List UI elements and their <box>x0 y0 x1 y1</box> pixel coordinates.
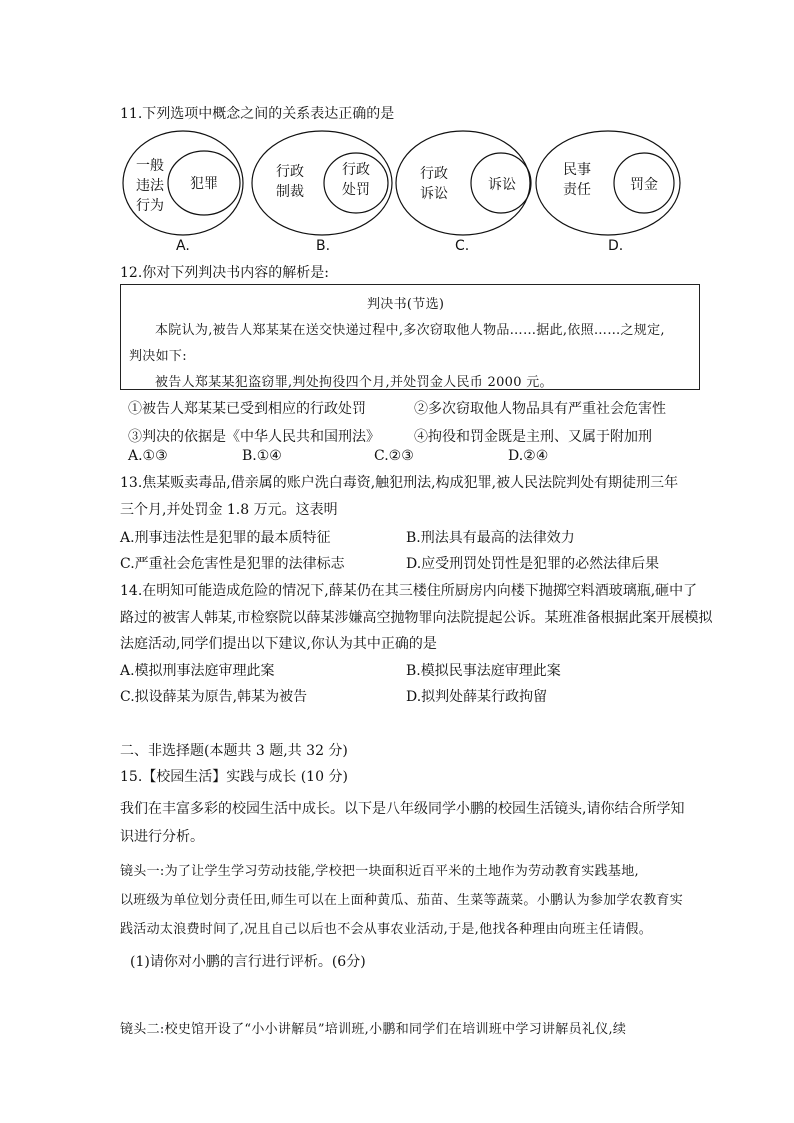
scene-1-line-2: 以班级为单位划分责任田,师生可以在上面种黄瓜、茄苗、生菜等蔬菜。小鹏认为参加学农教育实 <box>120 893 684 908</box>
option-b-letter: B. <box>316 238 331 254</box>
q14-option-d: D.拟判处薛某行政拘留 <box>406 689 548 705</box>
q13-line-1: 13.焦某贩卖毒品,借亲属的账户洗白毒资,触犯刑法,构成犯罪,被人民法院判处有期徒刑三年 <box>120 475 679 491</box>
q12-choice-d: D.②④ <box>508 448 549 464</box>
q14-line-3: 法庭活动,同学们提出以下建议,你认为其中正确的是 <box>120 636 437 652</box>
option-a-diagram <box>123 131 243 254</box>
scene-2-line-1: 镜头二:校史馆开设了“小小讲解员”培训班,小鹏和同学们在培训班中学习讲解员礼仪,续 <box>120 1022 627 1037</box>
q14-option-b: B.模拟民事法庭审理此案 <box>406 663 561 679</box>
scene-1-line-3: 践活动太浪费时间了,况且自己以后也不会从事农业活动,于是,他找各种理由向班主任请假。 <box>120 922 652 937</box>
outer-label-b-2: 制裁 <box>276 184 304 200</box>
q15-intro-line-2: 识进行分析。 <box>120 829 204 845</box>
q12-choice-c: C.②③ <box>374 448 414 464</box>
inner-label-c: 诉讼 <box>488 177 516 193</box>
q14-line-2: 路过的被害人韩某,市检察院以薛某涉嫌高空抛物罪向法院提起公诉。某班准备根据此案开展模拟 <box>120 610 713 626</box>
q13-option-b: B.刑法具有最高的法律效力 <box>406 530 575 546</box>
outer-label-c-1: 行政 <box>420 166 448 182</box>
scene-1-line-1: 镜头一:为了让学生学习劳动技能,学校把一块面积近百平米的土地作为劳动教育实践基地, <box>120 864 639 879</box>
concept-circles <box>118 128 698 258</box>
outer-label-a-2: 违法 <box>136 178 164 194</box>
option-d-diagram <box>536 131 680 254</box>
q11-stem: 11.下列选项中概念之间的关系表达正确的是 <box>120 106 395 122</box>
q14-line-1: 14.在明知可能造成危险的情况下,薛某仍在其三楼住所厨房内向楼下抛掷空料酒玻璃瓶,砸中了 <box>120 583 698 599</box>
q11-diagram <box>118 128 698 258</box>
option-d-letter: D. <box>608 238 624 254</box>
q13-line-2: 三个月,并处罚金 1.8 万元。这表明 <box>120 502 338 518</box>
inner-label-b-1: 行政 <box>342 162 370 178</box>
q14-option-c: C.拟设薛某为原告,韩某为被告 <box>120 689 308 705</box>
inner-label-b-2: 处罚 <box>342 182 370 198</box>
outer-circle-d <box>536 131 680 235</box>
option-a-letter: A. <box>176 238 190 254</box>
q15-intro-line-1: 我们在丰富多彩的校园生活中成长。以下是八年级同学小鹏的校园生活镜头,请你结合所学知 <box>120 801 685 817</box>
q12-item-2: ②多次窃取他人物品具有严重社会危害性 <box>414 401 666 417</box>
judgment-excerpt-box <box>120 284 700 390</box>
outer-circle-b <box>252 131 392 235</box>
outer-label-b-1: 行政 <box>276 164 304 180</box>
judgment-line-3: 被告人郑某某犯盗窃罪,判处拘役四个月,并处罚金人民币 2000 元。 <box>155 375 553 390</box>
inner-label-d: 罚金 <box>630 177 658 193</box>
q15-sub-question-1: (1)请你对小鹏的言行进行评析。(6分) <box>130 954 366 970</box>
q12-item-3: ③判决的依据是《中华人民共和国刑法》 <box>128 429 380 445</box>
q14-option-a: A.模拟刑事法庭审理此案 <box>120 663 275 679</box>
q12-stem: 12.你对下列判决书内容的解析是: <box>120 265 329 281</box>
option-b-diagram <box>252 131 392 254</box>
judgment-line-1: 本院认为,被告人郑某某在送交快递过程中,多次窃取他人物品……据此,依照……之规定, <box>155 323 665 338</box>
outer-label-a-1: 一般 <box>136 158 164 174</box>
outer-label-d-2: 责任 <box>563 182 591 198</box>
q12-item-4: ④拘役和罚金既是主刑、又属于附加刑 <box>414 429 652 445</box>
outer-label-c-2: 诉讼 <box>420 186 448 202</box>
q15-title: 15.【校园生活】实践与成长 (10 分) <box>120 769 348 785</box>
inner-label-a: 犯罪 <box>190 176 218 192</box>
judgment-title: 判决书(节选) <box>367 297 445 312</box>
outer-label-d-1: 民事 <box>563 162 591 178</box>
q12-item-1: ①被告人郑某某已受到相应的行政处罚 <box>128 401 366 417</box>
q13-option-d: D.应受刑罚处罚性是犯罪的必然法律后果 <box>406 556 660 572</box>
q12-choice-b: B.①④ <box>242 448 282 464</box>
option-c-diagram <box>396 131 531 254</box>
section-2-title: 二、非选择题(本题共 3 题,共 32 分) <box>120 743 348 759</box>
outer-label-a-3: 行为 <box>136 198 164 214</box>
q13-option-a: A.刑事违法性是犯罪的最本质特征 <box>120 530 331 546</box>
option-c-letter: C. <box>455 238 470 254</box>
q13-option-c: C.严重社会危害性是犯罪的法律标志 <box>120 556 345 572</box>
judgment-line-2: 判决如下: <box>129 349 187 364</box>
q12-choice-a: A.①③ <box>128 448 168 464</box>
